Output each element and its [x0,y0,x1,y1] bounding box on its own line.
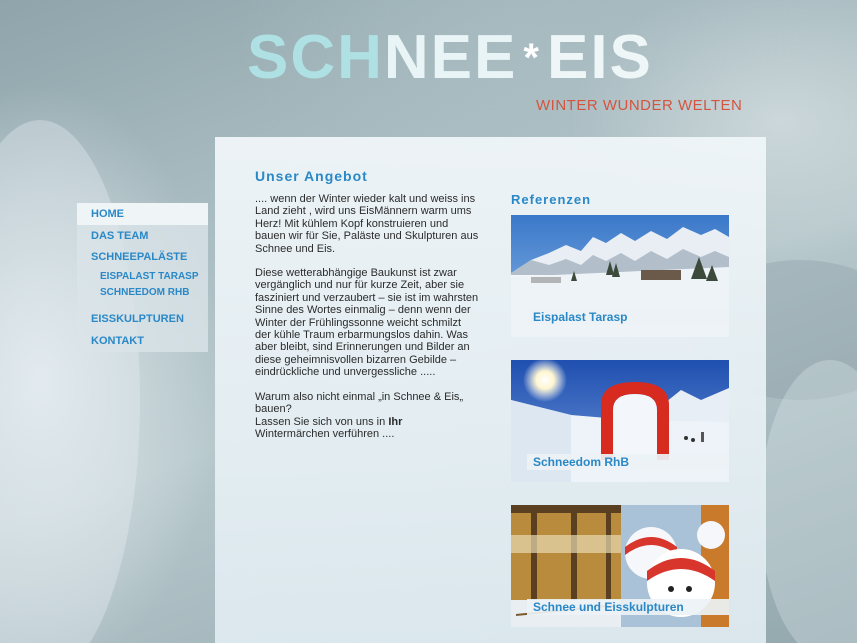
closing-bold-word: Ihr [388,415,403,428]
nav-item-eisskulpturen[interactable]: EISSKULPTUREN [91,313,184,325]
reference-caption: Eispalast Tarasp [527,309,729,325]
reference-caption: Schnee und Eisskulpturen [527,599,729,615]
reference-card-schnee-eisskulpturen[interactable] [511,505,729,627]
references-title: Referenzen [511,192,592,207]
main-content [255,193,479,452]
main-navigation [77,203,208,352]
snowflake-icon: * [523,36,541,80]
logo-text-part1: SCH [247,23,384,92]
nav-item-kontakt[interactable]: KONTAKT [91,335,144,347]
page-title: Unser Angebot [255,168,368,184]
closing-line3: Wintermärchen verführen .... [255,427,395,440]
nav-item-schneepalaeste[interactable]: SCHNEEPALÄSTE [91,251,188,263]
closing-paragraph [255,391,479,441]
nav-subitem-schneedom-rhb[interactable]: SCHNEEDOM RHB [100,287,190,298]
site-logo[interactable] [247,23,687,92]
body-paragraph: Diese wetterabhängige Baukunst ist zwar vergänglich und nur für kurze Zeit, aber sie fasziniert und verzaubert – sie ist im wahrsten Sinne des Wortes einmalig – denn wenn der Winter der Frühlingssonne weicht schmilzt der kühle Traum erbarmungslos dahin. Was aber bleibt, sind Erinnerungen und Bilder an diese geheimnisvollen bizarren Gebilde – eindrückliche und unvergessliche ..... [255,267,479,379]
nav-item-home[interactable]: HOME [91,208,124,220]
nav-item-das-team[interactable]: DAS TEAM [91,230,149,242]
closing-line1: Warum also nicht einmal „in Schnee & Eis„ bauen? [255,390,464,416]
ice-background-streak [0,120,140,643]
ice-background-streak [760,360,857,643]
logo-text-part3: EIS [546,23,653,92]
logo-text-part2: NEE [383,23,518,92]
reference-caption: Schneedom RhB [527,454,729,470]
nav-subitem-eispalast-tarasp[interactable]: EISPALAST TARASP [100,271,199,282]
reference-card-schneedom-rhb[interactable] [511,360,729,482]
closing-line2: Lassen Sie sich von uns in [255,415,389,428]
site-tagline: WINTER WUNDER WELTEN [536,97,743,114]
reference-card-eispalast-tarasp[interactable] [511,215,729,337]
intro-paragraph: .... wenn der Winter wieder kalt und weiss ins Land zieht , wird uns EisMännern warm ums Herz! Mit kühlem Kopf konstruieren und bauen wir für Sie, Paläste und Skulpturen aus Schnee und Eis. [255,193,479,255]
